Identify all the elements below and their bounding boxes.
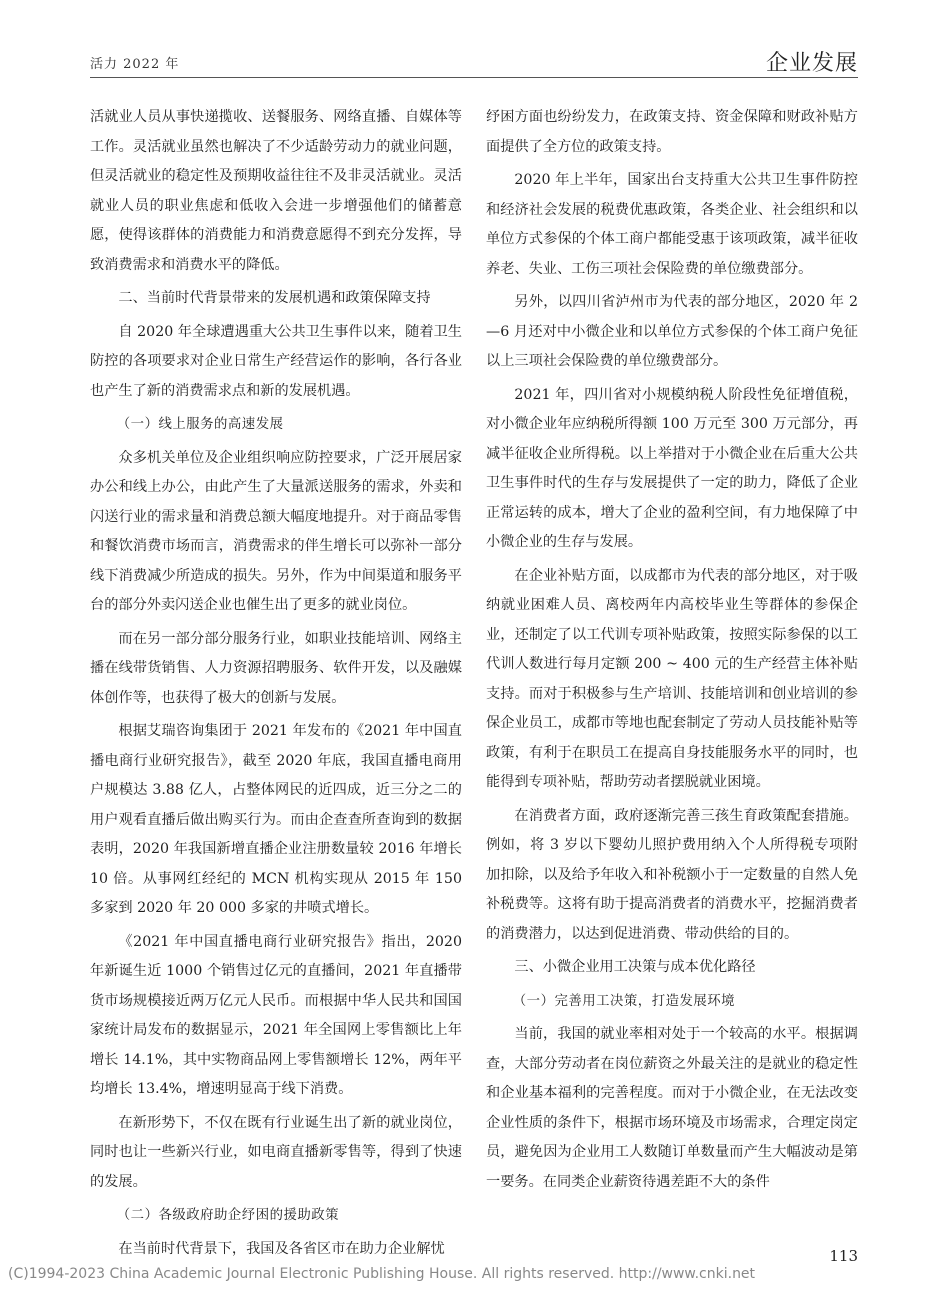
paragraph: 当前，我国的就业率相对处于一个较高的水平。根据调查，大部分劳动者在岗位薪资之外最关注的是就业的稳定性和企业基本福利的完善程度。而对于小微企业，在无法改变企业性质的条件下，根据市场环境及市场需求，合理定岗定员，避免因为企业用工人数随订单数量而产生大幅波动是第一要务。在同类企业薪资待遇差距不大的条件 [486, 1026, 858, 1190]
paragraph: 根据艾瑞咨询集团于 2021 年发布的《2021 年中国直播电商行业研究报告》，截至 2020 年底，我国直播电商用户规模达 3.88 亿人，占整体网民的近四成，近三分之二的用户观看直播后做出购买行为。而由企查查所查询到的数据表明，2020 年我国新增直播企业注册数量较 2016 年增长 10 倍。从事网红经纪的 MCN 机构实现从 2015 年 150 多家到 2020 年 20 000 多家的井喷式增长。 [90, 723, 462, 916]
paragraph: 在当前时代背景下，我国及各省区市在助力企业解忧 [118, 1240, 445, 1257]
subsection-heading: （一）线上服务的高速发展 [116, 417, 284, 432]
paragraph: 在新形势下，不仅在既有行业诞生出了新的就业岗位，同时也让一些新兴行业，如电商直播新零售等，得到了快速的发展。 [90, 1114, 462, 1190]
subsection-heading: （一）完善用工决策，打造发展环境 [512, 993, 736, 1009]
subsection-heading: （二）各级政府助企纾困的援助政策 [116, 1208, 340, 1223]
paragraph: 活就业人员从事快递揽收、送餐服务、网络直播、自媒体等工作。灵活就业虽然也解决了不少适龄劳动力的就业问题，但灵活就业的稳定性及预期收益往往不及非灵活就业。灵活就业人员的职业焦虑和低收入会进一步增强他们的储蓄意愿，使得该群体的消费能力和消费意愿得不到充分发挥，导致消费需求和消费水平的降低。 [90, 109, 462, 273]
paragraph: 2021 年，四川省对小规模纳税人阶段性免征增值税，对小微企业年应纳税所得额 100 万元至 300 万元部分，再减半征收企业所得税。以上举措对于小微企业在后重大公共卫生事件时代的生存与发展提供了一定的助力，降低了企业正常运转的成本，增大了企业的盈利空间，有力地保障了中小微企业的生存与发展。 [486, 386, 858, 550]
header-divider [90, 77, 858, 78]
section-heading: 三、小微企业用工决策与成本优化路径 [514, 959, 756, 975]
paragraph: 自 2020 年全球遭遇重大公共卫生事件以来，随着卫生防控的各项要求对企业日常生产经营运作的影响，各行各业也产生了新的消费需求点和新的发展机遇。 [90, 323, 462, 399]
paragraph: 另外，以四川省泸州市为代表的部分地区，2020 年 2—6 月还对中小微企业和以单位方式参保的个体工商户免征以上三项社会保险费的单位缴费部分。 [486, 294, 858, 369]
paragraph: 在企业补贴方面，以成都市为代表的部分地区，对于吸纳就业困难人员、离校两年内高校毕业生等群体的参保企业，还制定了以工代训专项补贴政策，按照实际参保的以工代训人数进行每月定额 200 ~ 400 元的生产经营主体补贴支持。而对于积极参与生产培训、技能培训和创业培训的参保企业员工，成都市等地也配套制定了劳动人员技能补贴等政策，有利于在职员工在提高自身技能服务水平的同时，也能得到专项补贴，帮助劳动者摆脱就业困境。 [486, 567, 858, 790]
paragraph: 纾困方面也纷纷发力，在政策支持、资金保障和财政补贴方面提供了全方位的政策支持。 [486, 109, 858, 155]
paragraph: 而在另一部分部分服务行业，如职业技能培训、网络主播在线带货销售、人力资源招聘服务、软件开发，以及融媒体创作等，也获得了极大的创新与发展。 [90, 630, 462, 706]
copyright-footer: (C)1994-2023 China Academic Journal Electronic Publishing House. All rights reserved. http://www.cnki.net [8, 1266, 756, 1282]
journal-issue-label: 活力 2022 年 [90, 57, 180, 72]
left-column [90, 103, 462, 1268]
paragraph: 《2021 年中国直播电商行业研究报告》指出，2020 年新诞生近 1000 个销售过亿元的直播间，2021 年直播带货市场规模接近两万亿元人民币。而根据中华人民共和国国家统计局发布的数据显示，2021 年全国网上零售额比上年增长 14.1%，其中实物商品网上零售额增长 12%，两年平均增长 13.4%，增速明显高于线下消费。 [90, 933, 462, 1097]
right-column [486, 103, 858, 1201]
section-title: 企业发展 [765, 51, 858, 76]
page-number: 113 [829, 1247, 858, 1265]
paragraph: 众多机关单位及企业组织响应防控要求，广泛开展居家办公和线上办公，由此产生了大量派送服务的需求，外卖和闪送行业的需求量和消费总额大幅度地提升。对于商品零售和餐饮消费市场而言，消费需求的伴生增长可以弥补一部分线下消费减少所造成的损失。另外，作为中间渠道和服务平台的部分外卖闪送企业也催生出了更多的就业岗位。 [90, 449, 462, 613]
section-heading: 二、当前时代背景带来的发展机遇和政策保障支持 [118, 290, 431, 306]
paragraph: 在消费者方面，政府逐渐完善三孩生育政策配套措施。例如，将 3 岁以下婴幼儿照护费用纳入个人所得税专项附加扣除，以及给予年收入和补税额小于一定数量的自然人免补税费等。这将有助于提高消费者的消费水平，挖掘消费者的消费潜力，以达到促进消费、带动供给的目的。 [486, 807, 858, 942]
paragraph: 2020 年上半年，国家出台支持重大公共卫生事件防控和经济社会发展的税费优惠政策，各类企业、社会组织和以单位方式参保的个体工商户都能受惠于该项政策，减半征收养老、失业、工伤三项社会保险费的单位缴费部分。 [486, 172, 858, 277]
